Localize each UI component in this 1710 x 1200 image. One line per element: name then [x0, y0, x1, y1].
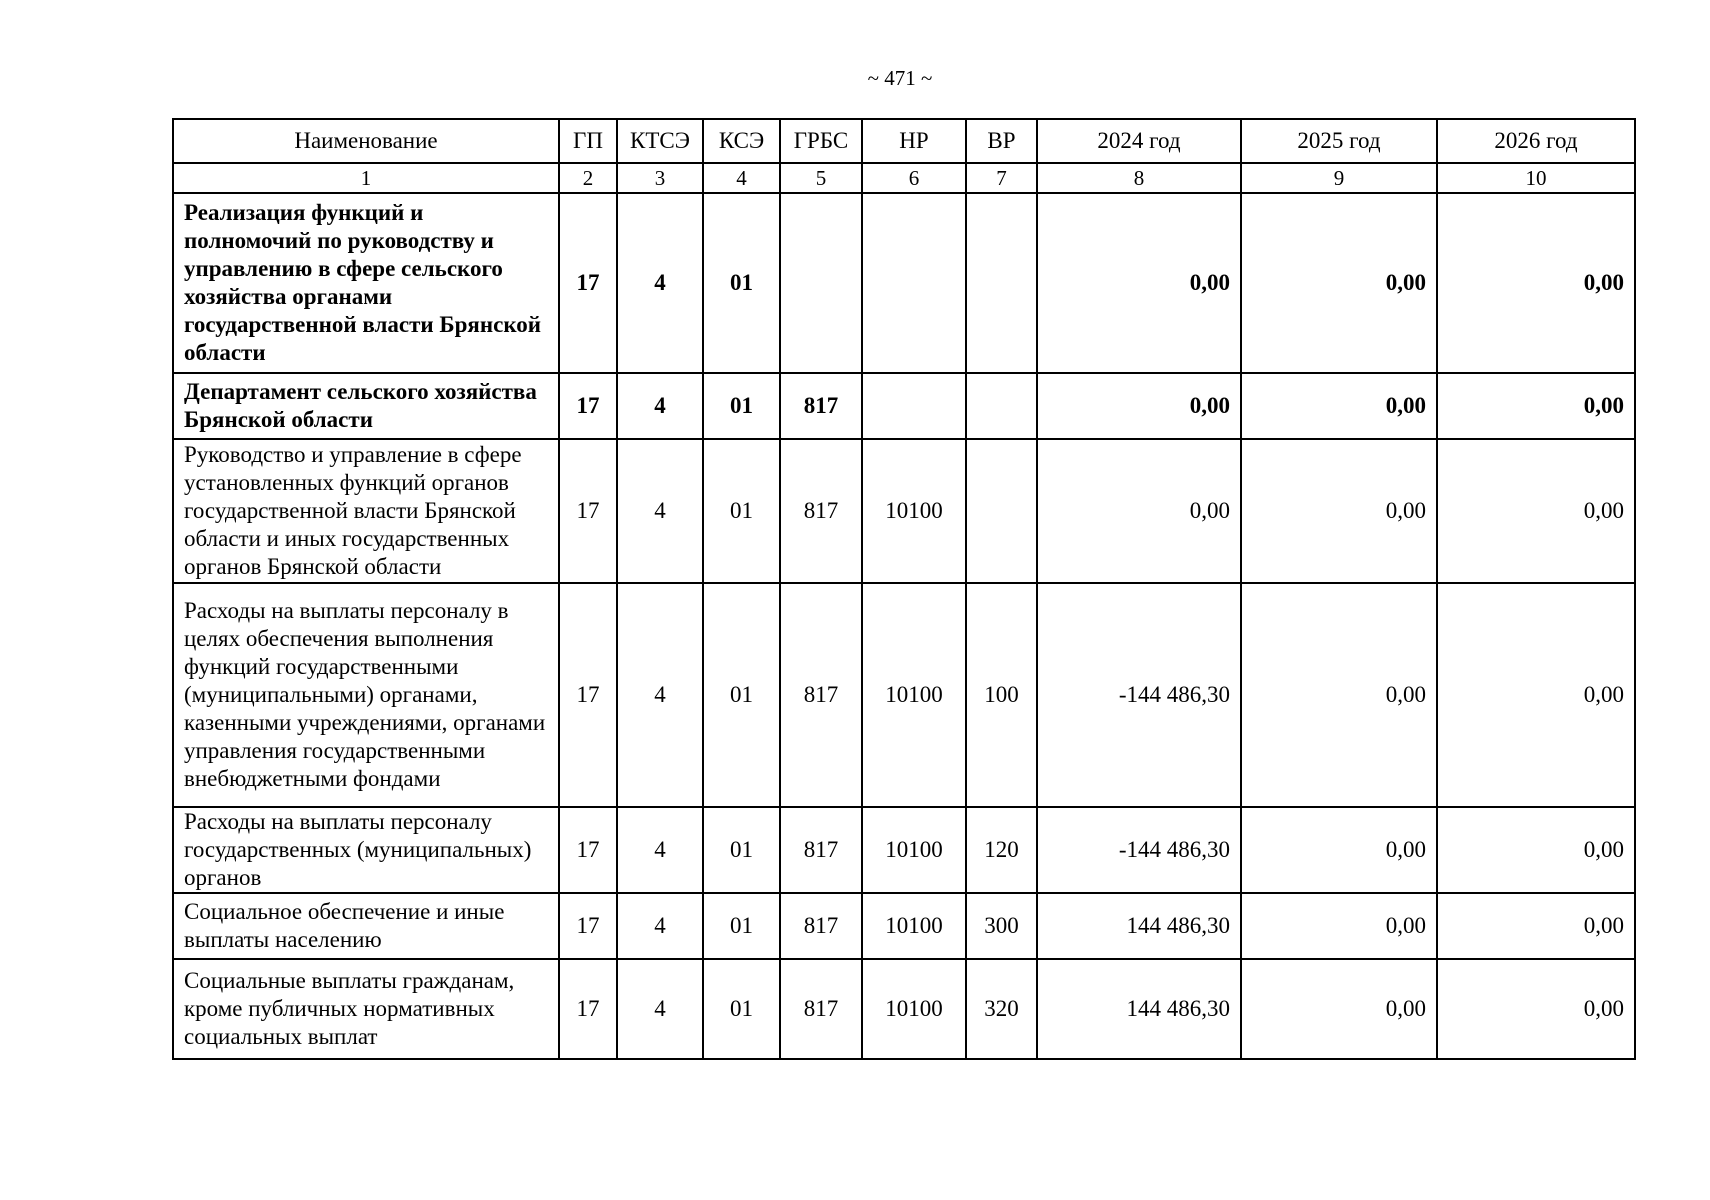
row-vr: 120	[966, 807, 1037, 893]
column-number: 8	[1037, 163, 1241, 193]
column-number: 5	[780, 163, 862, 193]
row-name: Социальные выплаты гражданам, кроме публичных нормативных социальных выплат	[173, 959, 559, 1059]
column-number: 4	[703, 163, 780, 193]
row-vr	[966, 193, 1037, 373]
budget-table	[172, 118, 1636, 1060]
row-gp: 17	[559, 193, 617, 373]
header-2024: 2024 год	[1037, 119, 1241, 163]
row-ktse: 4	[617, 583, 703, 807]
column-number-row	[173, 163, 1635, 193]
table-row	[173, 373, 1635, 439]
column-number: 2	[559, 163, 617, 193]
header-gp: ГП	[559, 119, 617, 163]
row-grbs: 817	[780, 893, 862, 959]
row-grbs: 817	[780, 807, 862, 893]
row-2025: 0,00	[1241, 807, 1437, 893]
row-nr: 10100	[862, 583, 966, 807]
row-nr: 10100	[862, 807, 966, 893]
column-number: 1	[173, 163, 559, 193]
page-number: ~ 471 ~	[867, 66, 933, 90]
column-number: 7	[966, 163, 1037, 193]
row-vr	[966, 439, 1037, 583]
table-row	[173, 583, 1635, 807]
column-number: 9	[1241, 163, 1437, 193]
row-kse: 01	[703, 373, 780, 439]
row-2026: 0,00	[1437, 807, 1635, 893]
row-ktse: 4	[617, 439, 703, 583]
row-name: Руководство и управление в сфере установленных функций органов государственной власти Брянской области и иных государственных органов Брянской области	[173, 439, 559, 583]
header-grbs: ГРБС	[780, 119, 862, 163]
row-nr	[862, 193, 966, 373]
header-row	[173, 119, 1635, 163]
row-2025: 0,00	[1241, 959, 1437, 1059]
table-row	[173, 893, 1635, 959]
row-gp: 17	[559, 583, 617, 807]
row-grbs: 817	[780, 583, 862, 807]
row-gp: 17	[559, 893, 617, 959]
row-nr: 10100	[862, 439, 966, 583]
row-2024: 144 486,30	[1037, 959, 1241, 1059]
row-nr: 10100	[862, 959, 966, 1059]
row-nr	[862, 373, 966, 439]
row-grbs: 817	[780, 959, 862, 1059]
row-vr: 300	[966, 893, 1037, 959]
row-name: Расходы на выплаты персоналу государственных (муниципальных) органов	[173, 807, 559, 893]
row-vr: 100	[966, 583, 1037, 807]
row-name: Реализация функций и полномочий по руководству и управлению в сфере сельского хозяйства органами государственной власти Брянской области	[173, 193, 559, 373]
header-2026: 2026 год	[1437, 119, 1635, 163]
row-2026: 0,00	[1437, 373, 1635, 439]
row-2024: -144 486,30	[1037, 807, 1241, 893]
column-number: 6	[862, 163, 966, 193]
row-gp: 17	[559, 959, 617, 1059]
row-2024: 0,00	[1037, 193, 1241, 373]
row-2025: 0,00	[1241, 439, 1437, 583]
row-grbs: 817	[780, 439, 862, 583]
row-2024: -144 486,30	[1037, 583, 1241, 807]
column-number: 3	[617, 163, 703, 193]
row-ktse: 4	[617, 893, 703, 959]
header-ktse: КТСЭ	[617, 119, 703, 163]
column-number: 10	[1437, 163, 1635, 193]
row-2024: 0,00	[1037, 373, 1241, 439]
header-vr: ВР	[966, 119, 1037, 163]
row-2026: 0,00	[1437, 959, 1635, 1059]
row-2026: 0,00	[1437, 583, 1635, 807]
row-ktse: 4	[617, 959, 703, 1059]
row-vr	[966, 373, 1037, 439]
row-kse: 01	[703, 807, 780, 893]
table-row	[173, 807, 1635, 893]
row-grbs: 817	[780, 373, 862, 439]
row-name: Социальное обеспечение и иные выплаты населению	[173, 893, 559, 959]
header-nr: НР	[862, 119, 966, 163]
row-name: Расходы на выплаты персоналу в целях обеспечения выполнения функций государственными (муниципальными) органами, казенными учреждениями, органами управления государственными внебюджетными фондами	[173, 583, 559, 807]
row-2026: 0,00	[1437, 439, 1635, 583]
row-kse: 01	[703, 193, 780, 373]
row-grbs	[780, 193, 862, 373]
row-name: Департамент сельского хозяйства Брянской области	[173, 373, 559, 439]
row-2024: 0,00	[1037, 439, 1241, 583]
row-2025: 0,00	[1241, 583, 1437, 807]
row-2025: 0,00	[1241, 893, 1437, 959]
table-row	[173, 959, 1635, 1059]
row-kse: 01	[703, 583, 780, 807]
row-ktse: 4	[617, 807, 703, 893]
table-row	[173, 193, 1635, 373]
row-2025: 0,00	[1241, 193, 1437, 373]
row-ktse: 4	[617, 193, 703, 373]
row-gp: 17	[559, 373, 617, 439]
header-2025: 2025 год	[1241, 119, 1437, 163]
row-kse: 01	[703, 893, 780, 959]
row-gp: 17	[559, 807, 617, 893]
row-2026: 0,00	[1437, 893, 1635, 959]
row-ktse: 4	[617, 373, 703, 439]
header-name: Наименование	[173, 119, 559, 163]
table-row	[173, 439, 1635, 583]
row-kse: 01	[703, 439, 780, 583]
row-kse: 01	[703, 959, 780, 1059]
row-2026: 0,00	[1437, 193, 1635, 373]
row-2024: 144 486,30	[1037, 893, 1241, 959]
header-kse: КСЭ	[703, 119, 780, 163]
row-nr: 10100	[862, 893, 966, 959]
row-gp: 17	[559, 439, 617, 583]
row-vr: 320	[966, 959, 1037, 1059]
row-2025: 0,00	[1241, 373, 1437, 439]
